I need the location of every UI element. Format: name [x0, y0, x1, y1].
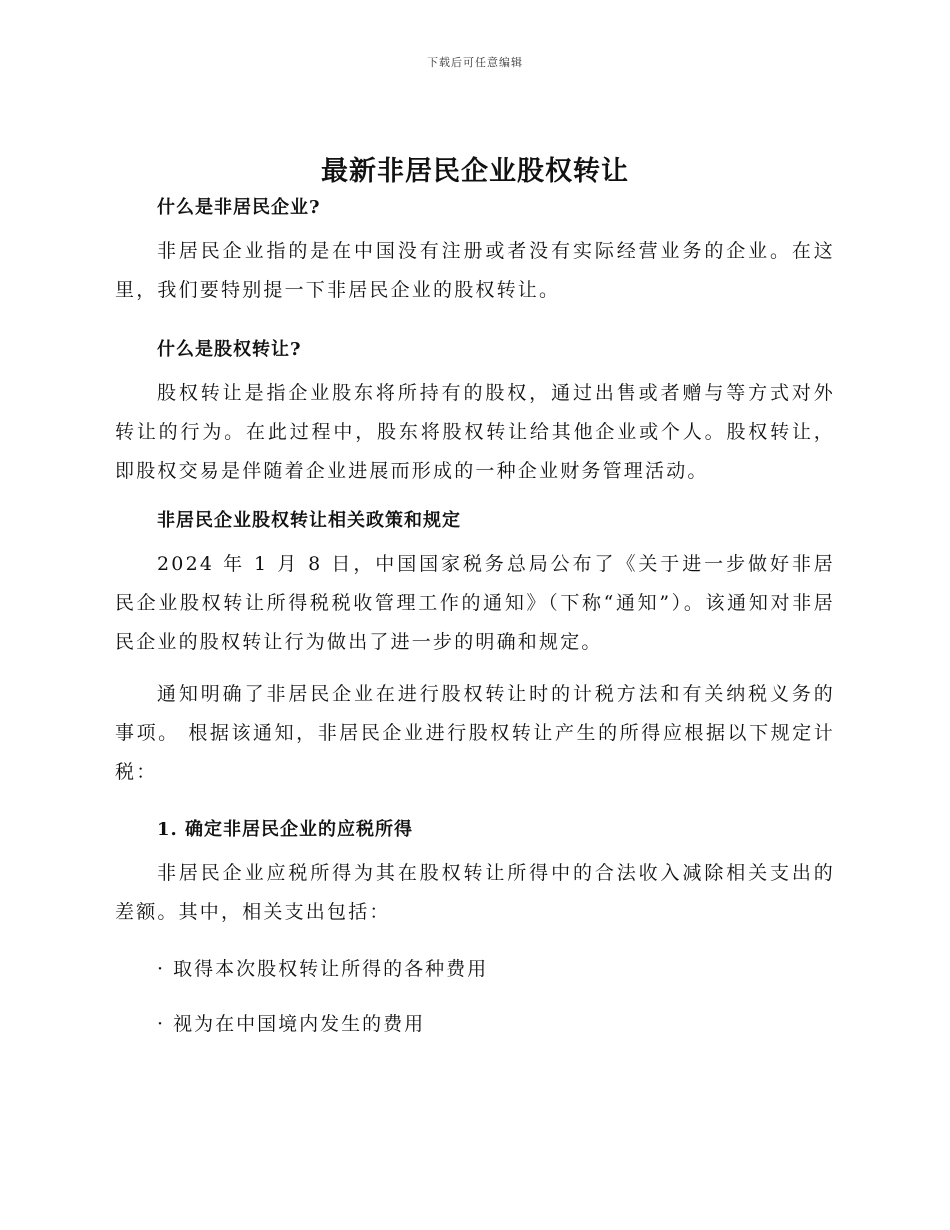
document-body [115, 193, 835, 1036]
paragraph-equity-transfer-definition: 股权转让是指企业股东将所持有的股权，通过出售或者赠与等方式对外转让的行为。在此过程中，股东将股权转让给其他企业或个人。股权转让，即股权交易是伴随着企业进展而形成的一种企业财务管理活动。 [115, 382, 835, 482]
bullet-item: · 视为在中国境内发生的费用 [157, 1013, 426, 1035]
section-heading-policies: 非居民企业股权转让相关政策和规定 [157, 510, 461, 531]
paragraph-notice-published: 2024 年 1 月 8 日，中国国家税务总局公布了《关于进一步做好非居民企业股权转让所得税税收管理工作的通知》（下称“通知”）。该通知对非居民企业的股权转让行为做出了进一步的明确和规定。 [115, 553, 835, 653]
section-heading-equity-transfer: 什么是股权转让? [157, 339, 302, 360]
paragraph-nonresident-definition: 非居民企业指的是在中国没有注册或者没有实际经营业务的企业。在这里，我们要特别提一下非居民企业的股权转让。 [115, 240, 835, 301]
paragraph-taxable-income: 非居民企业应税所得为其在股权转让所得中的合法收入减除相关支出的差额。其中，相关支出包括： [115, 862, 835, 923]
paragraph-notice-content: 通知明确了非居民企业在进行股权转让时的计税方法和有关纳税义务的事项。 根据该通知，非居民企业进行股权转让产生的所得应根据以下规定计税： [115, 683, 835, 783]
document-title: 最新非居民企业股权转让 [321, 156, 629, 187]
section-heading-nonresident: 什么是非居民企业? [157, 197, 321, 218]
section-heading-taxable-income: 1. 确定非居民企业的应税所得 [157, 819, 414, 840]
page-header-note: 下载后可任意编辑 [427, 56, 523, 69]
bullet-item: · 取得本次股权转让所得的各种费用 [157, 958, 489, 980]
